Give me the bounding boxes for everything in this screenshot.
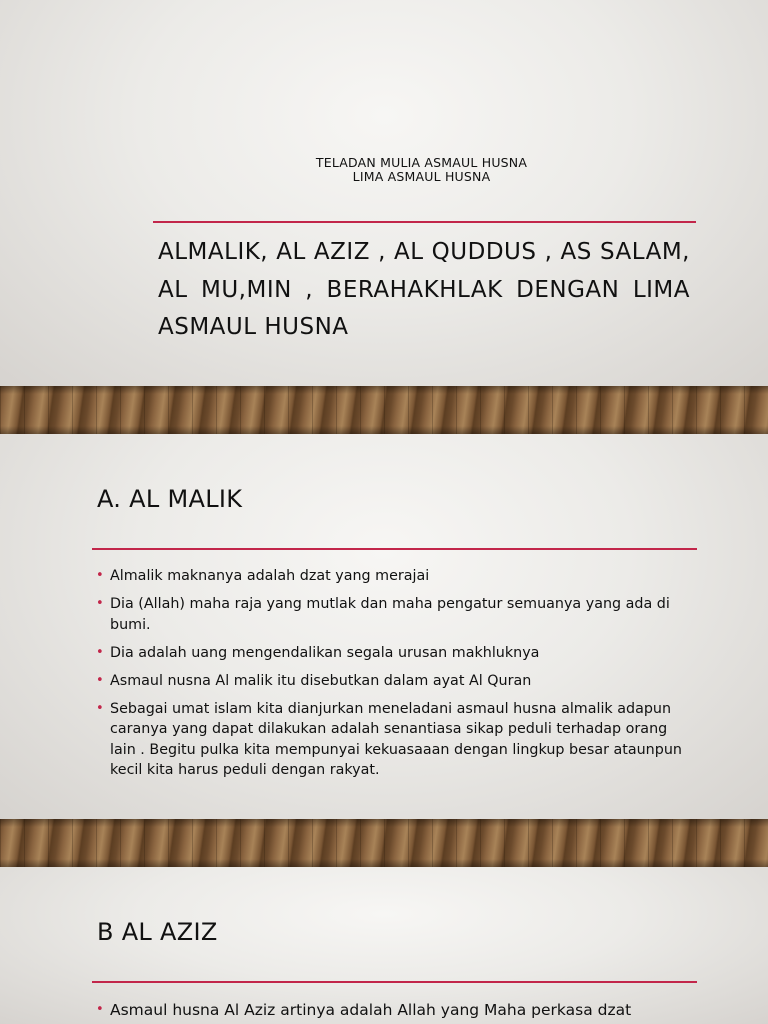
bullet-icon: •	[96, 596, 104, 611]
slide-3-heading: B AL AZIZ	[97, 918, 218, 946]
slide-1	[0, 0, 768, 386]
bullet-icon: •	[96, 568, 104, 583]
bullet-text: Dia (Allah) maha raja yang mutlak dan maha pengatur semuanya yang ada di bumi.	[110, 596, 670, 633]
bullet-icon: •	[96, 1002, 104, 1017]
list-item	[96, 671, 696, 692]
list-item	[96, 566, 696, 587]
bullet-text: Almalik maknanya adalah dzat yang merajai	[110, 568, 430, 584]
bullet-icon: •	[96, 672, 104, 688]
wood-floor-divider-1	[0, 386, 768, 434]
slide-3	[0, 867, 768, 1024]
slide-1-title-line-1: TELADAN MULIA ASMAUL HUSNA	[315, 155, 528, 170]
list-item	[96, 1000, 696, 1021]
wood-floor-divider-2	[0, 819, 768, 867]
slide-2	[0, 434, 768, 820]
slide-3-divider	[92, 981, 697, 983]
bullet-text: Asmaul husna Al Aziz artinya adalah Allah yang Maha perkasa dzat	[110, 1001, 632, 1019]
slide-1-title-line-2: LIMA ASMAUL HUSNA	[352, 169, 491, 184]
slide-3-bullet-list	[96, 1000, 696, 1024]
bullet-text: Sebagai umat islam kita dianjurkan meneladani asmaul husna almalik adapun caranya yang dapat dilakukan adalah senantiasa sikap peduli terhadap orang lain . Begitu pulka kita mempunyai kekuasaaan dengan lingkup besar ataunpun kecil kita harus peduli dengan rakyat.	[110, 700, 682, 778]
slide-1-title	[0, 156, 768, 184]
bullet-text: Dia adalah uang mengendalikan segala urusan makhluknya	[110, 644, 540, 661]
bullet-icon: •	[96, 644, 104, 660]
slide-1-divider	[153, 221, 696, 223]
bullet-icon: •	[96, 700, 104, 716]
slide-2-divider	[92, 548, 697, 550]
slide-2-bullet-list	[96, 566, 696, 788]
list-item	[96, 699, 696, 781]
slide-1-body: ALMALIK, AL AZIZ , AL QUDDUS , AS SALAM, AL MU,MIN , BERAHAKHLAK DENGAN LIMA ASMAUL HUSNA	[158, 239, 690, 340]
list-item	[96, 643, 696, 664]
bullet-text: Asmaul nusna Al malik itu disebutkan dalam ayat Al Quran	[110, 672, 532, 689]
slide-2-heading: A. AL MALIK	[97, 485, 243, 513]
list-item	[96, 594, 696, 635]
